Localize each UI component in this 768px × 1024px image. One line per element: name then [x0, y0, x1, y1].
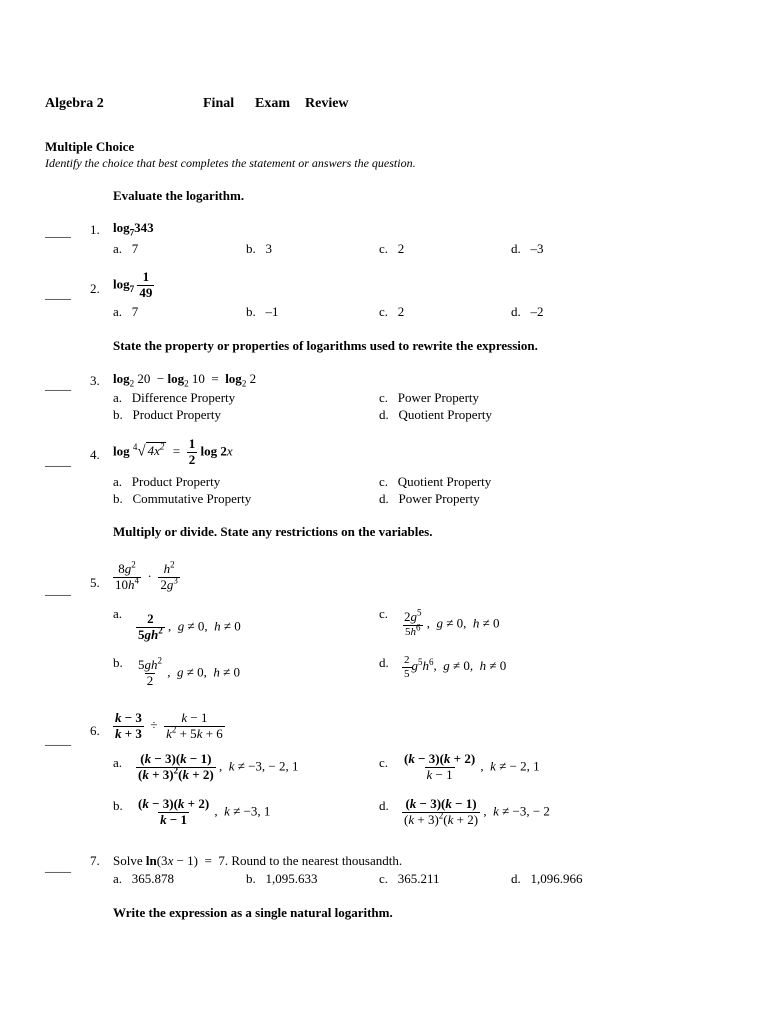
option-a[interactable]: a. Difference Property [113, 390, 236, 405]
option-c-letter[interactable]: c. [379, 755, 389, 770]
question-number: 2. [90, 281, 100, 296]
option-b[interactable]: b. Commutative Property [113, 491, 252, 506]
option-c[interactable]: c. 2 [379, 304, 405, 319]
option-a[interactable]: $\frac{2}{5gh^2}$ , g ≠ 0, h ≠ 0 [138, 611, 241, 642]
option-d-letter[interactable]: d. [379, 655, 389, 670]
option-d[interactable]: $\frac{(k - 3)(k - 1)}{(k + 3)^2(k + 2)}$ , k ≠ −3, − 2 [404, 796, 550, 827]
answer-blank[interactable]: ____ [45, 224, 71, 239]
option-b[interactable]: b. Product Property [113, 407, 221, 422]
question-expression: $\log_2 20 - \log_2 10 = \log_2 2$ [113, 371, 257, 389]
option-b[interactable]: $\frac{(k - 3)(k + 2)}{k - 1}$ , k ≠ −3, 1 [138, 796, 271, 827]
option-d[interactable]: d. 1,096.966 [511, 871, 583, 886]
answer-blank[interactable]: ____ [45, 859, 71, 874]
option-a-letter[interactable]: a. [113, 755, 123, 770]
option-d[interactable]: d. Power Property [379, 491, 480, 506]
option-a[interactable]: $\frac{(k - 3)(k - 1)}{(k + 3)^2(k + 2)}$ , k ≠ −3, − 2, 1 [138, 751, 299, 782]
option-b[interactable]: b. 3 [246, 241, 272, 256]
exam-title-exam: Exam [255, 96, 290, 111]
exam-title-final: Final [203, 96, 235, 111]
answer-blank[interactable]: ____ [45, 732, 71, 747]
option-b-letter[interactable]: b. [113, 798, 123, 813]
question-expression: $\frac{8g^2}{10h^4}$ · $\frac{h^2}{2g^3}$ [115, 559, 178, 592]
option-a[interactable]: a. 7 [113, 304, 139, 319]
question-expression: $\log_7$ $\frac{1}{49}$ [113, 269, 153, 300]
instruction-multiply: Multiply or divide. State any restrictions on the variables. [113, 524, 433, 539]
question-expression: $\frac{k - 3}{k + 3}$ ÷ $\frac{k - 1}{k^2 + 5k + 6}$ [115, 710, 223, 741]
option-c[interactable]: $\frac{(k - 3)(k + 2)}{k - 1}$ , k ≠ − 2, 1 [404, 751, 540, 782]
option-c[interactable]: $\frac{2g^5}{5h^6}$ , g ≠ 0, h ≠ 0 [404, 607, 500, 638]
option-b[interactable]: b. 1,095.633 [246, 871, 318, 886]
option-b-letter[interactable]: b. [113, 655, 123, 670]
question-prompt: Solve ln(3x − 1) = 7. Round to the nearest thousandth. [113, 853, 403, 868]
question-number: 7. [90, 853, 100, 868]
option-d[interactable]: d. –3 [511, 241, 544, 256]
option-d[interactable]: d. Quotient Property [379, 407, 493, 422]
option-a[interactable]: a. Product Property [113, 474, 221, 489]
answer-blank[interactable]: ____ [45, 582, 71, 597]
option-d[interactable]: d. –2 [511, 304, 544, 319]
option-d[interactable]: $\frac{2}{5}$ $g^5h^6$, g ≠ 0, h ≠ 0 [404, 654, 507, 680]
option-b[interactable]: $\frac{5gh^2}{2}$ , g ≠ 0, h ≠ 0 [138, 655, 241, 688]
question-number: 5. [90, 575, 100, 590]
option-c[interactable]: c. 365.211 [379, 871, 440, 886]
question-expression: $\log_7343$ [113, 220, 154, 238]
option-c[interactable]: c. Power Property [379, 390, 480, 405]
instruction-properties: State the property or properties of logarithms used to rewrite the expression. [113, 338, 538, 353]
option-b[interactable]: b. –1 [246, 304, 279, 319]
question-number: 3. [90, 373, 100, 388]
answer-blank[interactable]: ____ [45, 377, 71, 392]
section-title: Multiple Choice [45, 139, 135, 154]
option-c[interactable]: c. 2 [379, 241, 405, 256]
option-a-letter[interactable]: a. [113, 606, 123, 621]
instruction-single-log: Write the expression as a single natural logarithm. [113, 905, 393, 920]
instruction-evaluate: Evaluate the logarithm. [113, 188, 245, 203]
question-number: 1. [90, 222, 100, 237]
question-expression: log $^4$√ $4x^2$ = $\frac{1}{2}$ log 2x [113, 436, 233, 467]
option-d-letter[interactable]: d. [379, 798, 389, 813]
answer-blank[interactable]: ____ [45, 286, 71, 301]
option-c-letter[interactable]: c. [379, 606, 389, 621]
option-c[interactable]: c. Quotient Property [379, 474, 492, 489]
option-a[interactable]: a. 7 [113, 241, 139, 256]
course-title: Algebra 2 [45, 96, 104, 111]
question-number: 4. [90, 447, 100, 462]
section-instructions: Identify the choice that best completes the statement or answers the question. [45, 156, 416, 170]
question-number: 6. [90, 723, 100, 738]
exam-title-review: Review [305, 96, 349, 111]
option-a[interactable]: a. 365.878 [113, 871, 175, 886]
answer-blank[interactable]: ____ [45, 453, 71, 468]
